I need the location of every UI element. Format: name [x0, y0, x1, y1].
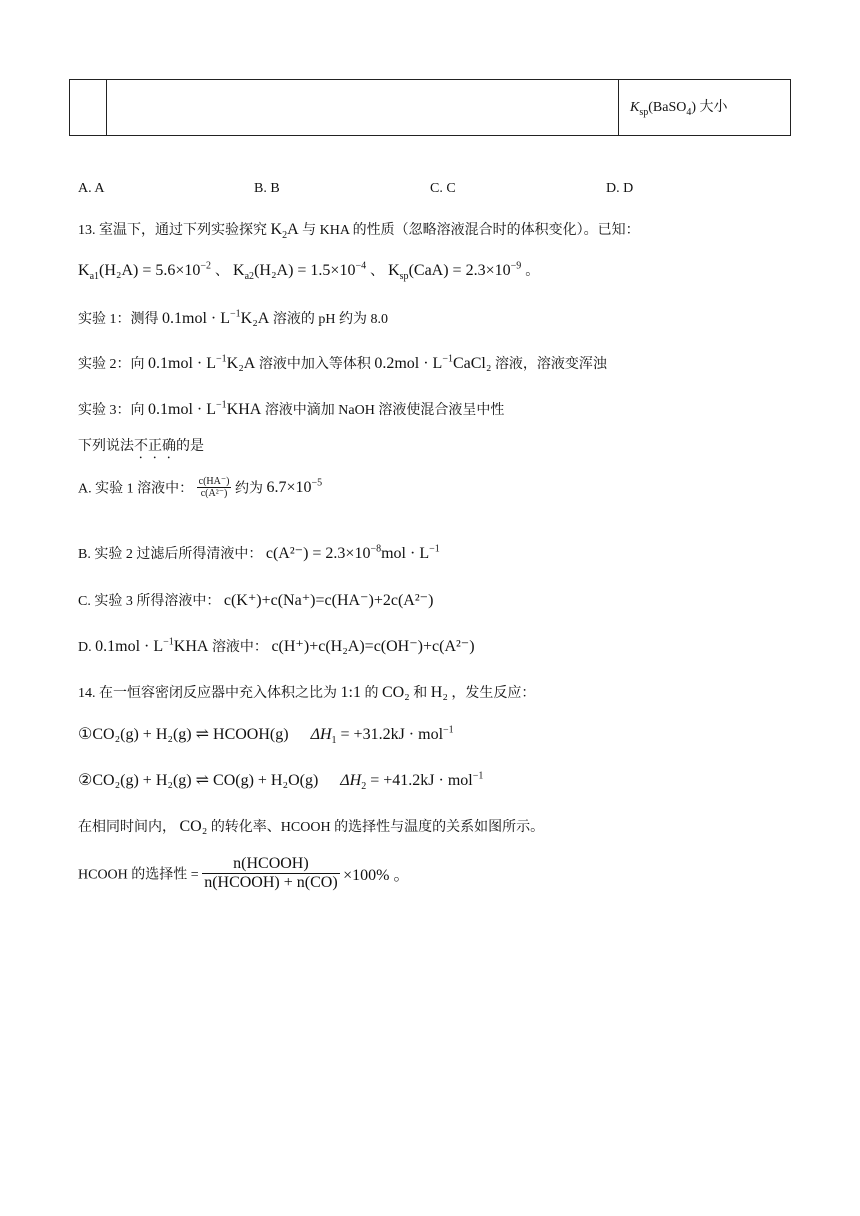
q13-constants: $K_{a1}(H_2A) = 5.6\times 10^{-2}$ 、 $K_{a2}(H_2A) = 1.5\times 10^{-4}$ 、 $K_{sp}(CaA) = 2.3\times 10^{-9}$ 。	[78, 260, 540, 283]
table-divider	[618, 80, 619, 135]
q12-option-c[interactable]: C. C	[430, 181, 456, 196]
q13-option-b[interactable]: B. 实验 2 过滤后所得清液中： $c(A^{2-}) = 2.3\times 10^{-8}mol \cdot L^{-1}$	[78, 543, 440, 562]
q12-option-a[interactable]: A. A	[78, 181, 105, 196]
selectivity-fraction: $\frac{\text{n(HCOOH)}}{\text{n(HCOOH) + n(CO)}}$	[204, 855, 338, 891]
q14-line3: 在相同时间内， CO₂ 的转化率、HCOOH 的选择性与温度的关系如图所示。	[78, 818, 545, 835]
ratio-fraction: $\frac{c(HA^-)}{\text{c(A²⁻)}}$	[198, 476, 230, 499]
q13-exp3: 实验 3：向 $0.1mol \cdot L^{-1}KHA$ 溶液中滴加 NaOH 溶液使混合液呈中性	[78, 399, 505, 418]
q13-option-a[interactable]: A. 实验 1 溶液中： $\frac{c(HA^-)}{\text{c(A²⁻)}}$ 约为 $6.7\times 10^{-5}$	[78, 476, 323, 499]
q13-option-c[interactable]: C. 实验 3 所得溶液中： c(K⁺)+c(Na⁺)=c(HA⁻)+2c(A²⁻)	[78, 592, 434, 609]
q14-stem: 14. 在一恒容密闭反应器中充入体积之比为 1:1 的 CO₂ 和 H₂ ，发生反应：	[78, 684, 536, 701]
table-divider	[106, 80, 107, 135]
q14-selectivity-formula: HCOOH 的选择性 = $\frac{\text{n(HCOOH)}}{\text{n(HCOOH) + n(CO)}}$ ×100% 。	[78, 855, 410, 891]
answer-table	[69, 79, 791, 136]
q14-reaction-1: ①CO₂(g) + H₂(g) ⇌ HCOOH(g) $\Delta H_1 = +31.2kJ \cdot mol^{-1}$	[78, 724, 454, 747]
q13-exp2: 实验 2：向 $0.1mol \cdot L^{-1}K_2A$ 溶液中加入等体积 $0.2mol \cdot L^{-1}CaCl_2$ 溶液，溶液变浑浊	[78, 353, 607, 372]
q12-option-b[interactable]: B. B	[254, 181, 280, 196]
q13-option-d[interactable]: D. $0.1mol \cdot L^{-1}KHA$ 溶液中： c(H⁺)+c(H₂A)=c(OH⁻)+c(A²⁻)	[78, 636, 475, 655]
q13-stem: 13. 室温下，通过下列实验探究 $K_2A$ 与 KHA 的性质（忽略溶液混合时的体积变化）。已知：	[78, 221, 640, 242]
q12-option-d[interactable]: D. D	[606, 181, 634, 196]
table-cell-ksp-baso4: $K_{sp}(BaSO_4)$ 大小	[630, 100, 728, 118]
q13-ask: 下列说法不正确的是	[78, 439, 204, 454]
q13-exp1: 实验 1：测得 $0.1mol \cdot L^{-1}K_2A$ 溶液的 pH 约为 8.0	[78, 308, 388, 327]
q14-reaction-2: ②CO₂(g) + H₂(g) ⇌ CO(g) + H₂O(g) $\Delta H_2 = +41.2kJ \cdot mol^{-1}$	[78, 770, 484, 793]
